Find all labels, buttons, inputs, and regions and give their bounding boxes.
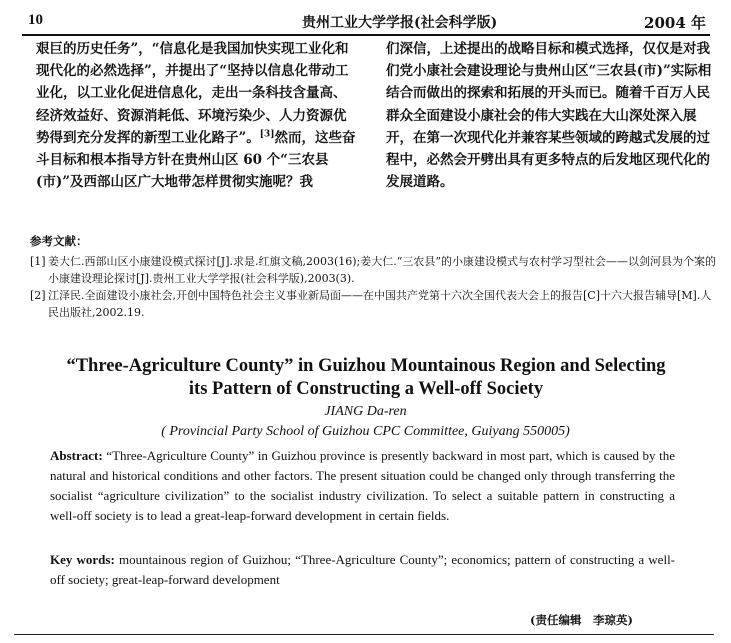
journal-title: 贵州工业大学学报(社会科学版) (302, 15, 498, 31)
author-affiliation: ( Provincial Party School of Guizhou CPC Committee, Guiyang 550005) (161, 424, 570, 439)
reference-text: 江泽民.全面建设小康社会,开创中国特色社会主义事业新局面——在中国共产党第十六次全国代表大会上的报告[C]十六大报告辅导[M].人民出版社,2002.19. (48, 289, 712, 319)
body-column-right (386, 38, 712, 193)
author-name: JIANG Da-ren (324, 404, 407, 419)
keywords-label: Key words: (50, 552, 115, 567)
footer-rule (14, 634, 714, 635)
abstract (50, 446, 675, 526)
reference-text: 姜大仁.西部山区小康建设模式探讨[J].求是.红旗文稿,2003(16);姜大仁.“三农县”的小康建设模式与农村学习型社会——以剑河县为个案的小康建设理论探讨[J].贵州工业大学学报(社会科学版),2003(3). (48, 255, 716, 285)
reference-item (30, 253, 720, 287)
page-number: 10 (28, 12, 43, 28)
citation-marker: [3] (259, 129, 275, 140)
responsible-editor: (责任编辑 李琼英) (530, 613, 633, 627)
body-paragraph: 艰巨的历史任务”，“信息化是我国加快实现工业化和现代化的必然选择”，并提出了“坚持以信息化带动工业化，以工业化促进信息化，走出一条科技含量高、经济效益好、资源消耗低、环境污染少、人力资源优势得到充分发挥的新型工业化路子”。[3]然而，这些奋斗目标和根本指导方针在贵州山区 60 个“三农县(市)”及西部山区广大地带怎样贯彻实施呢？我 (36, 41, 356, 191)
english-title-line: “Three-Agriculture County” in Guizhou Mountainous Region and Selecting (66, 356, 666, 376)
keywords (50, 550, 675, 590)
abstract-label: Abstract: (50, 448, 103, 463)
reference-index: [2] (30, 289, 46, 302)
english-title-line: its Pattern of Constructing a Well-off Society (188, 379, 544, 399)
journal-year: 2004 年 (644, 14, 706, 32)
running-header (22, 8, 710, 36)
english-title (30, 355, 702, 401)
keywords-text: mountainous region of Guizhou; “Three-Agriculture County”; economics; pattern of constructing a well-off society; great-leap-forward development (50, 552, 676, 587)
reference-item (30, 287, 720, 321)
body-column-left (36, 38, 356, 193)
abstract-text: “Three-Agriculture County” in Guizhou province is presently backward in most part, which is caused by the natural and historical conditions and other factors. The present situation could be changed only through transferring the socialist “agriculture civilization” to the socialist industry civilization. To select a suitable pattern in constructing a well-off society is to lead a great-leap-forward development in certain fields. (50, 448, 675, 523)
references-title: 参考文献： (30, 234, 88, 248)
reference-index: [1] (30, 255, 46, 268)
references-section (30, 233, 720, 321)
body-paragraph: 们深信，上述提出的战略目标和模式选择，仅仅是对我们党小康社会建设理论与贵州山区“三农县(市)”实际相结合而做出的探索和拓展的开头而已。随着千百万人民群众全面建设小康社会的伟大实践在大山深处深入展开，在第一次现代化并兼容某些领域的跨越式发展的过程中，必然会开劈出具有更多特点的后发地区现代化的发展道路。 (386, 41, 712, 191)
